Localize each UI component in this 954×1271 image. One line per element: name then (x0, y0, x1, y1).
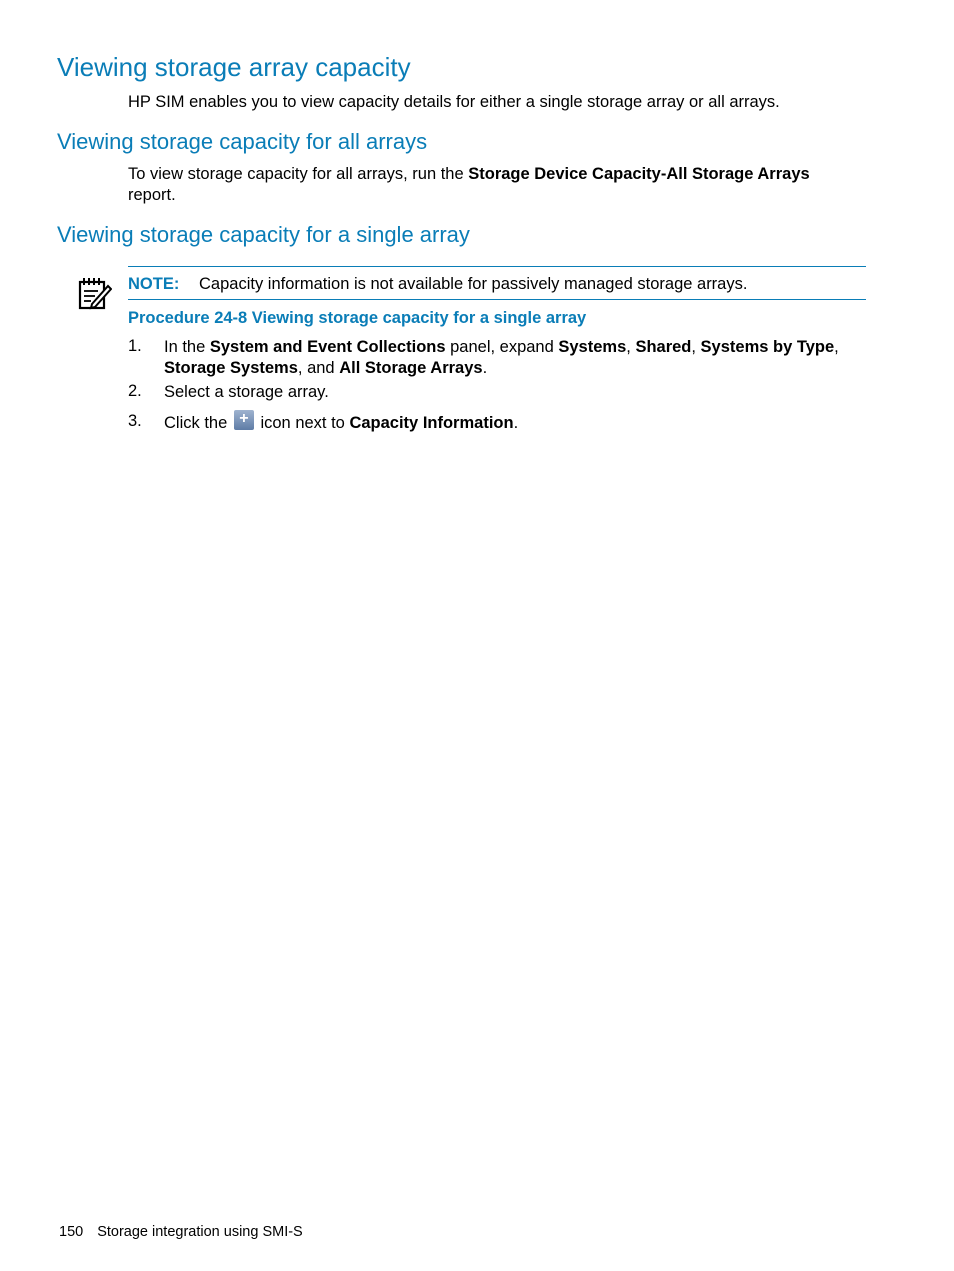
plus-icon (234, 410, 254, 430)
procedure-title: Procedure 24-8 Viewing storage capacity for a single array (128, 309, 587, 327)
section-heading-single-array: Viewing storage capacity for a single array (57, 222, 470, 247)
note-pad-icon (78, 276, 112, 310)
step-number: 1. (128, 337, 142, 355)
note-box (128, 266, 866, 300)
note-text: Capacity information is not available for passively managed storage arrays. (199, 275, 748, 293)
all-arrays-text: To view storage capacity for all arrays, run the (128, 165, 469, 183)
note-label: NOTE: (128, 275, 180, 293)
step-text: In the System and Event Collections panel, expand Systems, Shared, Systems by Type, Storage Systems, and All Storage Arrays. (164, 338, 839, 377)
step-number: 2. (128, 382, 142, 400)
intro-paragraph: HP SIM enables you to view capacity details for either a single storage array or all arrays. (128, 93, 780, 111)
chapter-title: Storage integration using SMI-S (97, 1224, 303, 1240)
all-arrays-text-end: report. (128, 186, 176, 204)
all-arrays-paragraph (128, 164, 858, 206)
step-text: Click the + icon next to Capacity Information. (164, 410, 874, 434)
report-name: Storage Device Capacity-All Storage Arrays (468, 165, 810, 183)
step-text: Select a storage array. (164, 383, 329, 401)
section-heading-all-arrays: Viewing storage capacity for all arrays (57, 129, 428, 154)
page-title: Viewing storage array capacity (57, 52, 411, 82)
step-number: 3. (128, 412, 142, 430)
page-number: 150 (59, 1224, 84, 1240)
page-footer (59, 1224, 303, 1240)
